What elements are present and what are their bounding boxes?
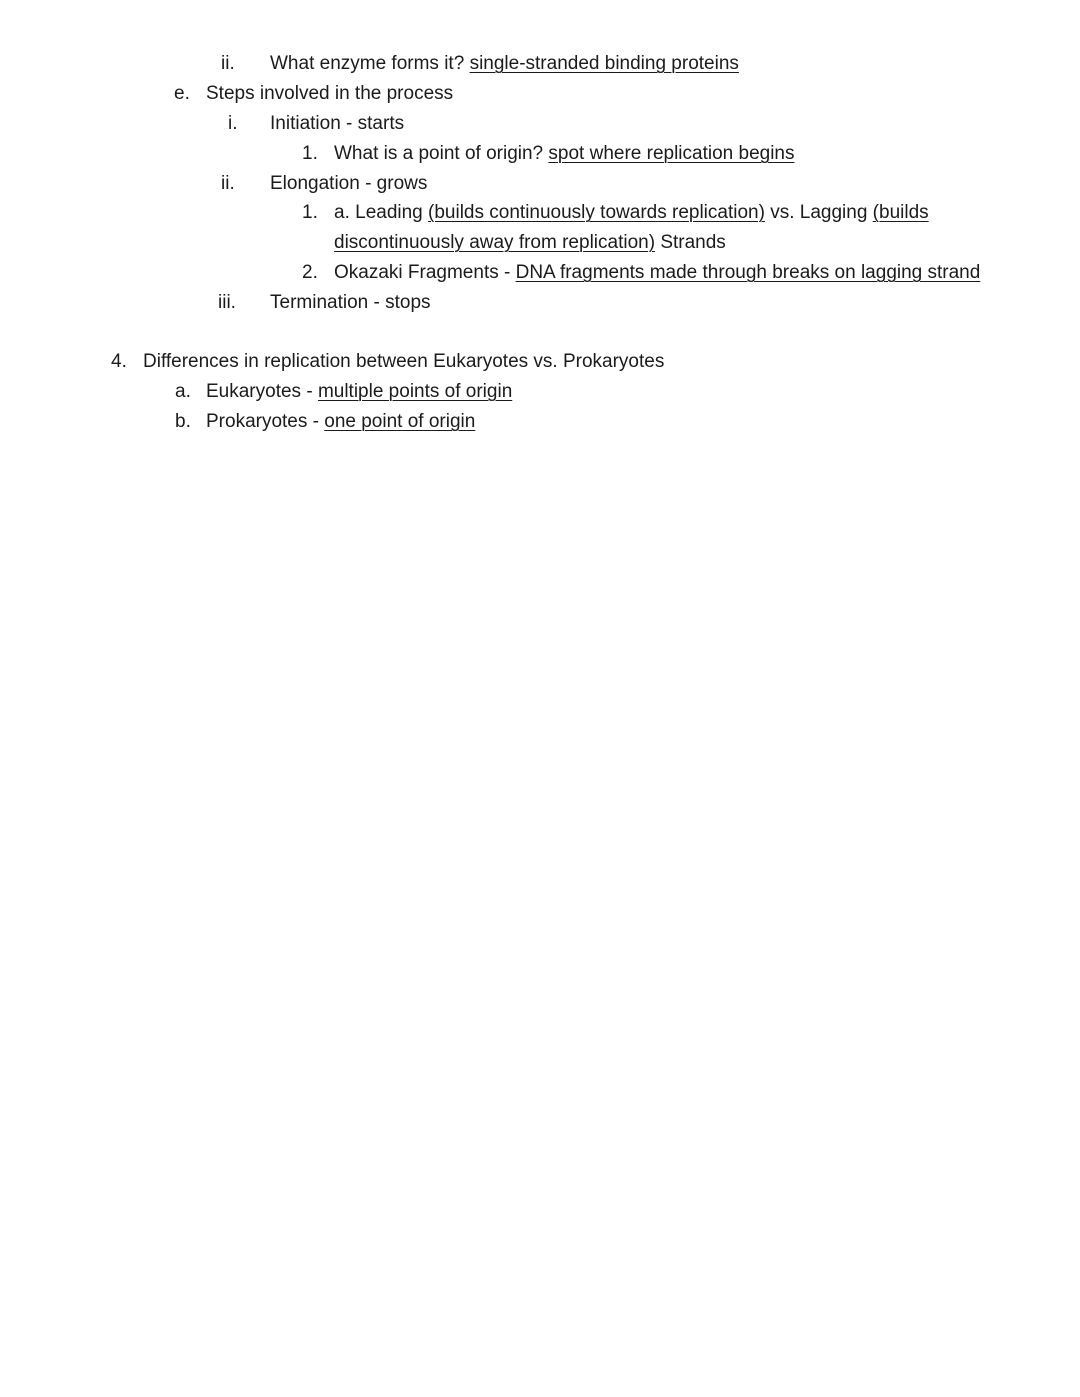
list-item-enzyme	[270, 52, 739, 76]
leading-label: a. Leading	[334, 202, 423, 223]
list-item-prokaryotes	[206, 410, 475, 434]
list-marker: ii.	[221, 53, 235, 74]
eukaryotes-label: Eukaryotes -	[206, 381, 313, 402]
list-marker: i.	[228, 113, 238, 134]
list-item-okazaki	[334, 261, 980, 285]
leading-definition: (builds continuously towards replication)	[428, 202, 765, 223]
question-text: What enzyme forms it?	[270, 53, 465, 74]
list-item-initiation: Initiation - starts	[270, 113, 405, 134]
list-item-differences: Differences in replication between Eukaryotes vs. Prokaryotes	[143, 351, 665, 372]
list-marker: 1.	[302, 143, 318, 164]
prokaryotes-answer: one point of origin	[324, 411, 476, 432]
list-marker: a.	[175, 381, 191, 402]
answer-text: single-stranded binding proteins	[469, 53, 739, 74]
answer-text: spot where replication begins	[548, 143, 795, 164]
eukaryotes-answer: multiple points of origin	[317, 381, 513, 402]
list-item-eukaryotes	[206, 380, 512, 404]
lagging-label: vs. Lagging	[770, 202, 868, 223]
prokaryotes-label: Prokaryotes -	[206, 411, 319, 432]
list-item-origin	[334, 142, 795, 166]
list-marker: ii.	[221, 173, 235, 194]
list-marker: iii.	[218, 292, 236, 313]
list-marker: 1.	[302, 202, 318, 223]
lagging-definition-start: (builds	[872, 202, 929, 223]
lagging-definition-end: discontinuously away from replication)	[334, 232, 656, 253]
list-item-steps: Steps involved in the process	[206, 83, 454, 104]
list-item-strands	[334, 201, 929, 225]
list-marker: 4.	[111, 351, 127, 372]
list-marker: 2.	[302, 262, 318, 283]
okazaki-label: Okazaki Fragments -	[334, 262, 511, 283]
list-item-elongation: Elongation - grows	[270, 173, 428, 194]
list-marker: b.	[175, 411, 191, 432]
list-item-strands-continued	[334, 231, 726, 255]
question-text: What is a point of origin?	[334, 143, 544, 164]
list-marker: e.	[174, 83, 190, 104]
strands-text: Strands	[660, 232, 726, 253]
list-item-termination: Termination - stops	[270, 292, 431, 313]
okazaki-definition: DNA fragments made through breaks on lagging strand	[515, 262, 981, 283]
